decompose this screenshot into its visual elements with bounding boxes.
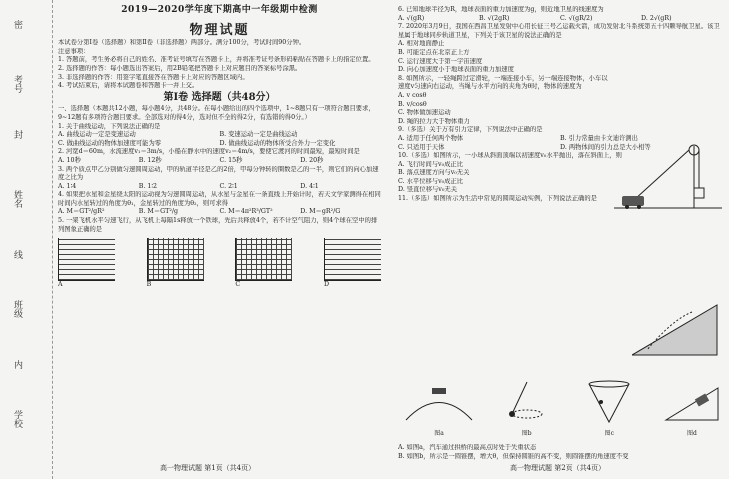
binding-field: 考号 — [12, 75, 22, 93]
option: A. 10秒 — [58, 156, 81, 164]
option: A. 飞行时间与v₀成正比 — [398, 160, 464, 168]
instruction-text: 一、选择题（本题共12小题，每小题4分，共48分。在每小题给出的四个选项中，1~8题只有一项符合题目要求，9~12题有多项符合题目要求。全部选对的得4分，选对但不全的得2分，有选错的得0分。） — [58, 105, 375, 121]
question-8: 8. 如图所示，一轻绳跨过定滑轮，一端连接小车，另一端连接物体，小车以速度v匀速向右运动，当绳与水平方向的夹角为θ时，物体的速度为 — [398, 74, 608, 91]
option: B. 12秒 — [138, 156, 162, 164]
option: C. 做曲线运动的物体加速度可能为零 — [58, 139, 162, 147]
option: B. 如图b，所示是一圆锥摆，增大θ，但保持圆锥的高不变，则圆锥摆的角速度不变 — [398, 452, 629, 460]
option: C. 15秒 — [219, 156, 243, 164]
option: D. 绳的拉力大于物体重力 — [398, 117, 470, 125]
question-2-options — [58, 157, 381, 166]
page-footer-left: 高一物理试题 第1页（共4页） — [160, 464, 256, 472]
question-4: 4. 如果把水星和金星绕太阳的运动视为匀速圆周运动，从水星与金星在一条直线上开始计时，若天文学家测得在相同时间内水星转过的角度为θ₁，金星转过的角度为θ₂，则可求得 — [58, 191, 381, 207]
option: B. 落点速度方向与v₀无关 — [398, 169, 470, 177]
exam-header: 2019—2020学年度下期高中一年级期中检测 — [121, 5, 318, 15]
figure-c — [235, 238, 292, 290]
option: C. 只适用于天体 — [398, 143, 445, 151]
binding-field: 班级 — [12, 300, 22, 318]
option: B. 引力常量由卡文迪许测出 — [560, 134, 638, 142]
option: A. 1∶4 — [58, 182, 77, 190]
binding-label: 封 — [12, 130, 22, 139]
figure-label: D — [323, 281, 330, 289]
option: A. v cosθ — [398, 91, 427, 99]
question-11-options — [398, 444, 722, 461]
option: C. 2∶1 — [219, 182, 238, 190]
option: C. 物体做加速运动 — [398, 109, 451, 117]
option: B. √(2gR) — [479, 14, 510, 22]
option: D. 两物体间的引力总是大小相等 — [560, 143, 651, 151]
question-11: 11.（多选）如图所示为生活中常见的圆周运动实例，下列说法正确的是 — [398, 195, 597, 203]
binding-field: 姓名 — [12, 190, 22, 208]
option: D. 4∶1 — [300, 182, 319, 190]
option: B. 1∶2 — [138, 182, 158, 190]
pulley-diagram — [614, 138, 722, 228]
section-heading: 第Ⅰ卷 选择题（共48分） — [163, 91, 276, 103]
slope-diagram — [632, 300, 722, 360]
binding-field: 学校 — [12, 410, 22, 428]
figure-d — [324, 238, 381, 290]
question-9: 9.（多选）关于万有引力定律，下列说法中正确的是 — [398, 126, 543, 134]
question-7: 7. 2020年3月9日，我国在西昌卫星发射中心用长征三号乙运载火箭，成功发射北斗系统第五十四颗导航卫星。该卫星属于地球同步轨道卫星，下列关于该卫星的说法正确的是 — [398, 23, 720, 39]
note-line: 本试卷分第Ⅰ卷（选择题）和第Ⅱ卷（非选择题）两部分。满分100分，考试时间90分钟。 — [58, 39, 306, 47]
figure-label: A — [58, 281, 63, 289]
binding-label: 密 — [12, 20, 22, 29]
option: C. 水平位移与v₀成正比 — [398, 177, 464, 185]
note-line: 3. 非选择题的作答：用签字笔直接答在答题卡上对应的答题区域内。 — [58, 73, 249, 81]
option: B. 变速运动一定是曲线运动 — [219, 131, 298, 139]
option: D. 2√(gR) — [641, 14, 672, 22]
option: D. 向心加速度小于地球表面的重力加速度 — [398, 66, 514, 74]
option: A. 相对地面静止 — [398, 40, 445, 48]
question-2: 2. 河宽d＝60m，水流速度v₁＝3m/s，小船在静水中的速度v₂＝4m/s，要使它渡河的时间最短，最短时间是 — [58, 148, 360, 156]
figure-conical-pendulum — [497, 380, 557, 438]
option: A. √(gR) — [398, 14, 425, 22]
figure-cone — [579, 380, 639, 438]
option: C. M＝4π²R³/GT² — [219, 208, 273, 216]
figure-label: 图b — [521, 430, 532, 437]
option: C. √(gR/2) — [560, 14, 593, 22]
option: D. M＝gR²/G — [300, 208, 341, 216]
question-6: 6. 已知地球半径为R，地球表面的重力加速度为g，则近地卫星的线速度为 — [398, 6, 604, 13]
figure-arch-bridge — [404, 380, 474, 438]
question-5-figures — [58, 238, 381, 290]
question-1: 1. 关于曲线运动，下列说法正确的是 — [58, 122, 161, 130]
question-6-options — [398, 15, 722, 24]
page-footer-right: 高一物理试题 第2页（共4页） — [510, 464, 606, 472]
binding-label: 内 — [12, 360, 22, 369]
question-10: 10.（多选）如图所示，一小球从斜面顶端以初速度v₀水平抛出，落在斜面上，则 — [398, 152, 622, 160]
figure-label: 图c — [604, 430, 614, 437]
option: D. 20秒 — [300, 156, 324, 164]
question-1-options — [58, 131, 381, 148]
note-line: 注意事项： — [58, 47, 90, 55]
note-line: 1. 答题前，考生务必将自己的姓名、准考证号填写在答题卡上，并将准考证号条形码粘贴在答题卡上的指定位置。 — [58, 56, 375, 64]
question-3-options — [58, 183, 381, 192]
question-3: 3. 两个质点甲乙分别做匀速圆周运动，甲的轨道半径是乙的2倍，甲每分钟转的圈数是乙的一半，则它们的向心加速度之比为 — [58, 165, 379, 182]
figure-label: B — [146, 281, 152, 289]
note-line: 2. 选择题的作答：每小题选出答案后，用2B铅笔把答题卡上对应题目的答案标号涂黑。 — [58, 64, 302, 72]
question-11-figures — [404, 380, 722, 438]
option: A. M＝GT²/gR² — [58, 208, 105, 216]
option: A. 如图a，汽车通过拱桥的最高点时处于失重状态 — [398, 444, 537, 451]
figure-label: C — [235, 281, 241, 289]
figure-a — [58, 238, 115, 290]
binding-margin — [0, 0, 53, 479]
option: B. 可能定点在北京正上方 — [398, 48, 470, 56]
question-4-options — [58, 208, 381, 217]
left-column — [58, 6, 381, 294]
option: C. 运行速度大于第一宇宙速度 — [398, 57, 483, 65]
option: A. 曲线运动一定是变速运动 — [58, 131, 136, 139]
figure-b — [147, 238, 204, 290]
exam-title: 物理试题 — [189, 22, 250, 38]
option: B. v/cosθ — [398, 100, 427, 108]
binding-label: 线 — [12, 250, 22, 259]
figure-label: 图d — [687, 430, 697, 437]
option: D. 做曲线运动的物体所受合外力一定变化 — [219, 139, 336, 147]
note-line: 4. 考试结束后，请将本试题卷和答题卡一并上交。 — [58, 82, 199, 90]
figure-label: 图a — [434, 430, 444, 437]
question-5: 5. 一架飞机水平匀速飞行，从飞机上每隔1s释放一个铁球，先后共释放4个，若不计空气阻力，则4个球在空中的排列图象正确的是 — [58, 217, 378, 233]
option: B. M＝GT²/g — [138, 208, 179, 216]
figure-incline — [662, 380, 722, 438]
option: D. 竖直位移与v₀无关 — [398, 186, 457, 194]
option: A. 适用于任何两个物体 — [398, 134, 464, 142]
